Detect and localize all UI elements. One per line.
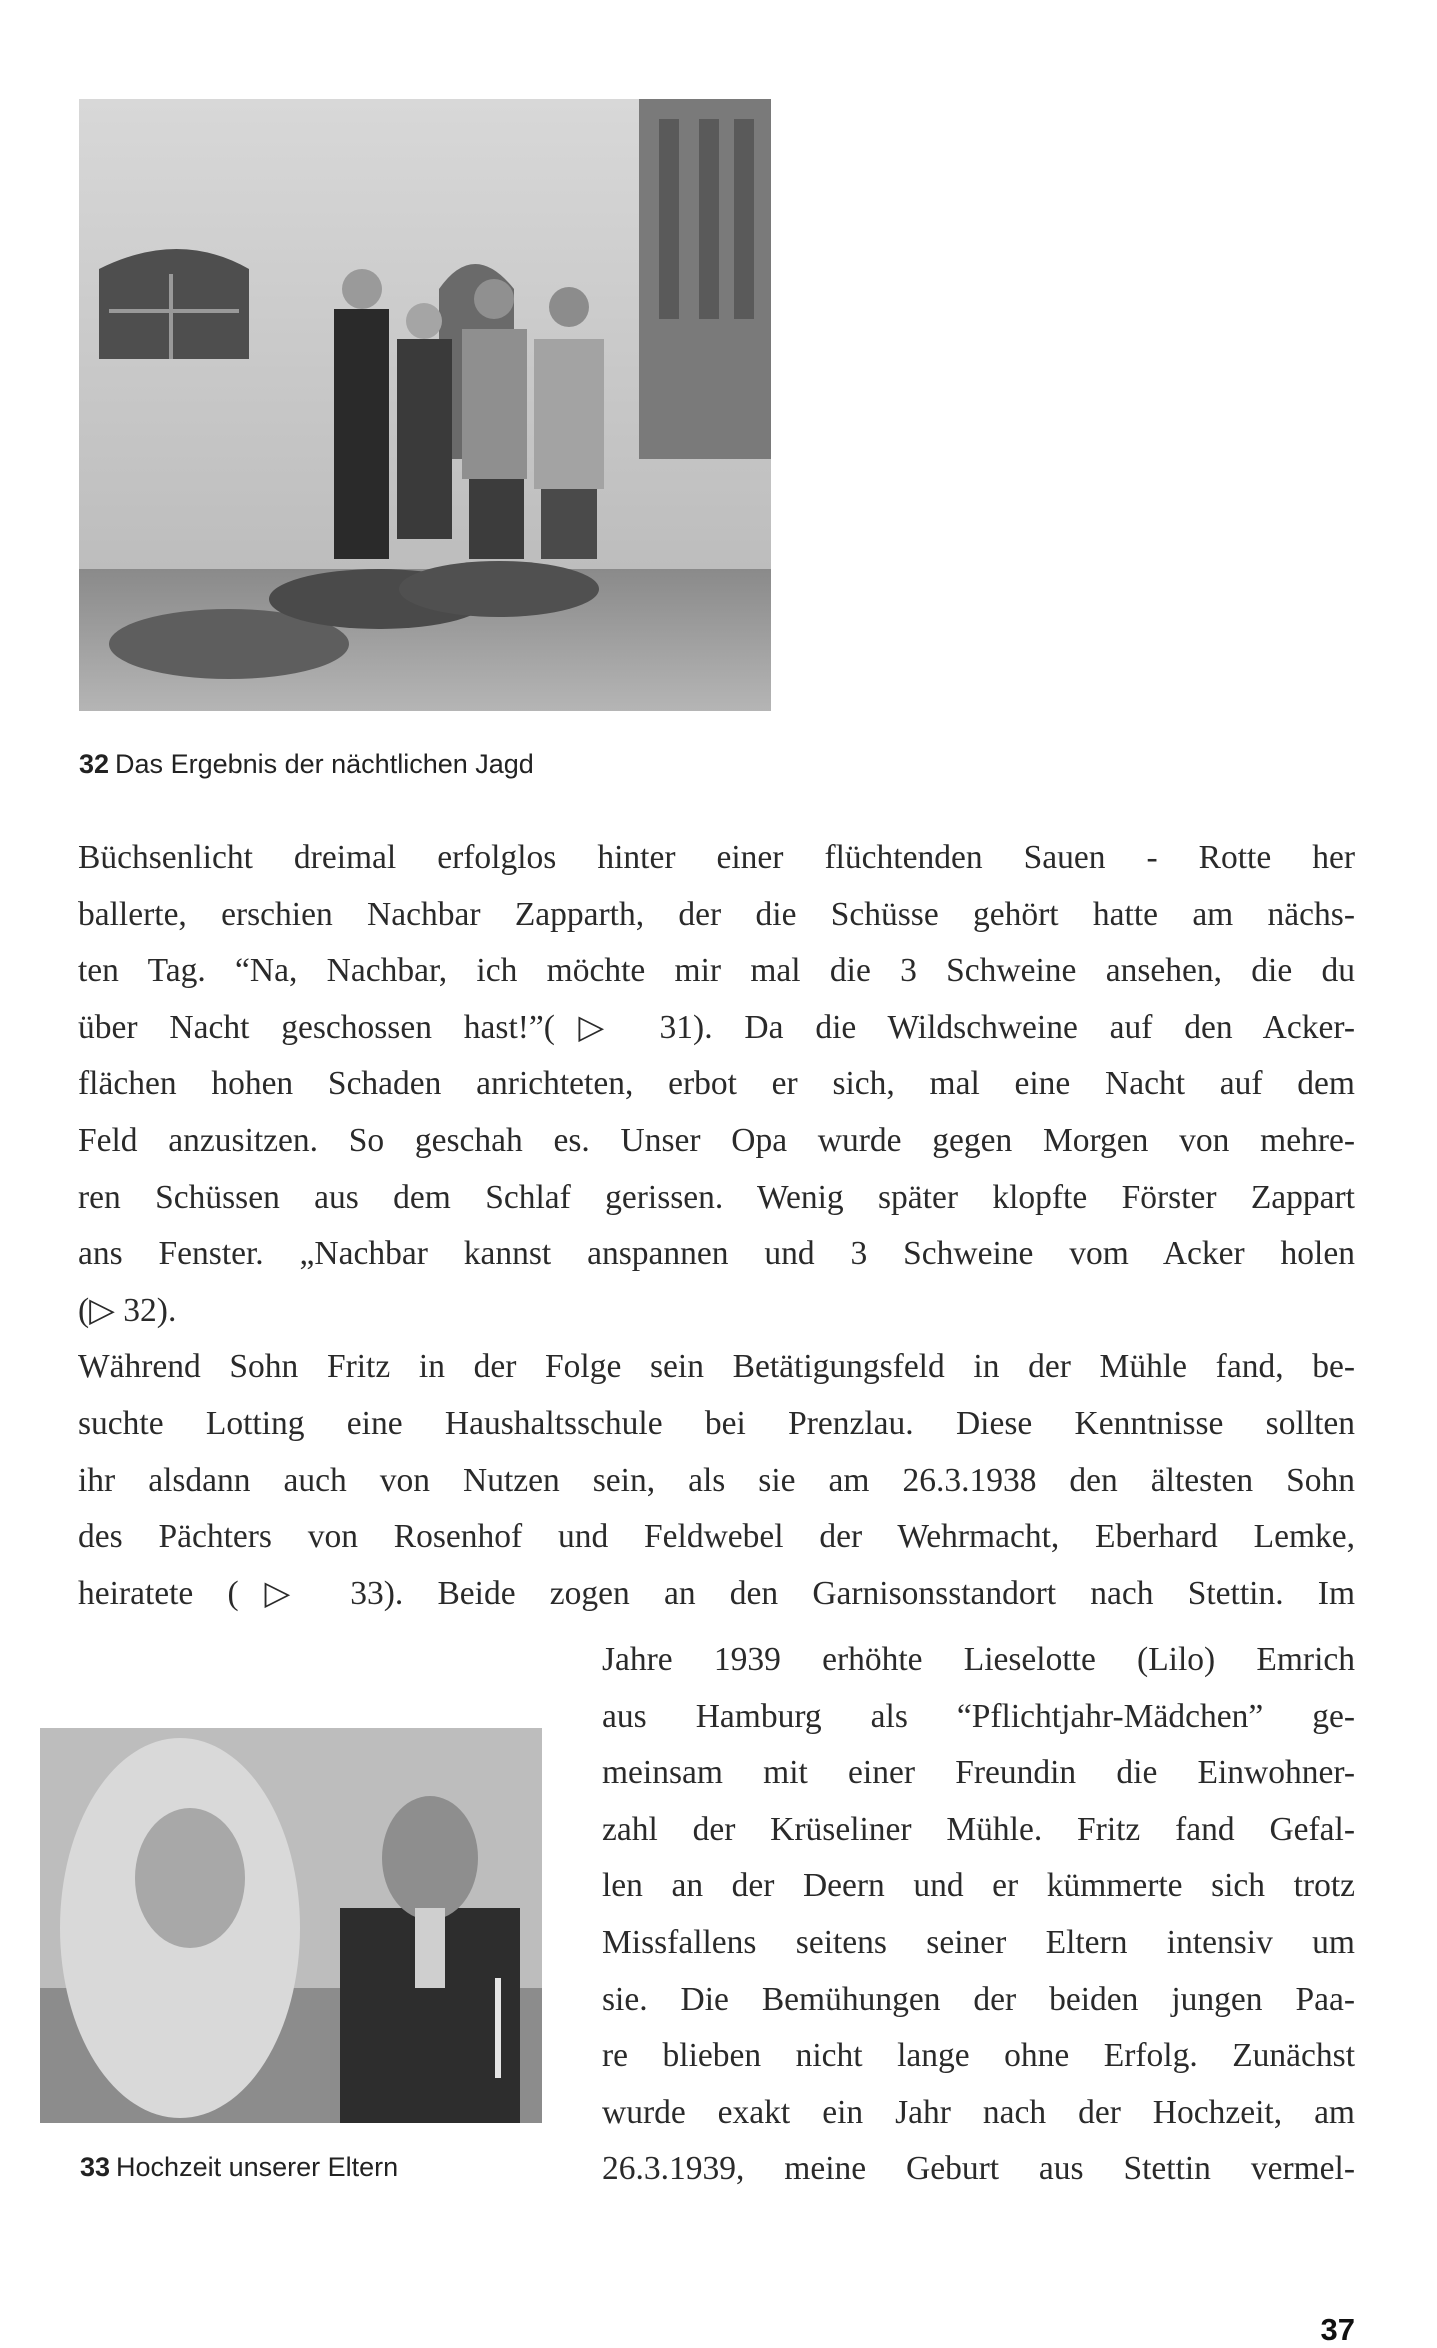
text-line: suchte Lotting eine Haushaltsschule bei Prenzlau. Diese Kenntnisse sollten [78,1404,1355,1442]
text-line: 26.3.1939, meine Geburt aus Stettin vermel- [602,2150,1355,2188]
text-line: zahl der Krüseliner Mühle. Fritz fand Gefal- [602,1810,1355,1848]
text-line: flächen hohen Schaden anrichteten, erbot er sich, mal eine Nacht auf dem [78,1065,1355,1103]
text-line: heiratete (▷ 33). Beide zogen an den Garnisonsstandort nach Stettin. Im [78,1574,1355,1612]
body-text-side [602,1632,1355,2198]
text-line: sie. Die Bemühungen der beiden jungen Paa- [602,1980,1355,2018]
text-line: (▷ 32). [78,1291,177,1329]
text-line: Feld anzusitzen. So geschah es. Unser Opa wurde gegen Morgen von mehre- [78,1121,1355,1159]
text-line: aus Hamburg als “Pflichtjahr-Mädchen” ge- [602,1697,1355,1735]
photo-hunting-result [79,99,771,711]
text-line: len an der Deern und er kümmerte sich trotz [602,1867,1355,1905]
body-text-main [78,830,1355,1622]
text-line: ihr alsdann auch von Nutzen sein, als sie am 26.3.1938 den ältesten Sohn [78,1461,1355,1499]
text-line: Büchsenlicht dreimal erfolglos hinter einer flüchtenden Sauen - Rotte her [78,839,1355,876]
text-line: ans Fenster. „Nachbar kannst anspannen und 3 Schweine vom Acker holen [78,1235,1355,1273]
text-line: wurde exakt ein Jahr nach der Hochzeit, am [602,2093,1355,2131]
photo-hunting-result-image [79,99,771,711]
text-line: re blieben nicht lange ohne Erfolg. Zunächst [602,2037,1355,2075]
text-line: ren Schüssen aus dem Schlaf gerissen. Wenig später klopfte Förster Zappart [78,1178,1355,1216]
figure-caption-33 [80,2152,398,2183]
photo-wedding [40,1728,542,2123]
text-line: Während Sohn Fritz in der Folge sein Betätigungsfeld in der Mühle fand, be- [78,1348,1355,1386]
figure-caption-32 [79,749,534,780]
figure-caption-text: Das Ergebnis der nächtlichen Jagd [115,749,534,779]
text-line: Jahre 1939 erhöhte Lieselotte (Lilo) Emrich [602,1641,1355,1678]
page-number: 37 [1320,2312,1355,2347]
text-line: des Pächters von Rosenhof und Feldwebel der Wehrmacht, Eberhard Lemke, [78,1518,1355,1556]
figure-number: 33 [80,2152,111,2182]
text-line: ten Tag. “Na, Nachbar, ich möchte mir mal die 3 Schweine ansehen, die du [78,952,1355,990]
text-line: Missfallens seitens seiner Eltern intensiv um [602,1923,1355,1961]
text-line: ballerte, erschien Nachbar Zapparth, der die Schüsse gehört hatte am nächs- [78,895,1355,933]
photo-wedding-image [40,1728,542,2123]
figure-number: 32 [79,749,110,779]
figure-caption-text: Hochzeit unserer Eltern [116,2152,399,2182]
text-line: meinsam mit einer Freundin die Einwohner- [602,1754,1355,1792]
text-line: über Nacht geschossen hast!”(▷ 31). Da die Wildschweine auf den Acker- [78,1008,1355,1046]
